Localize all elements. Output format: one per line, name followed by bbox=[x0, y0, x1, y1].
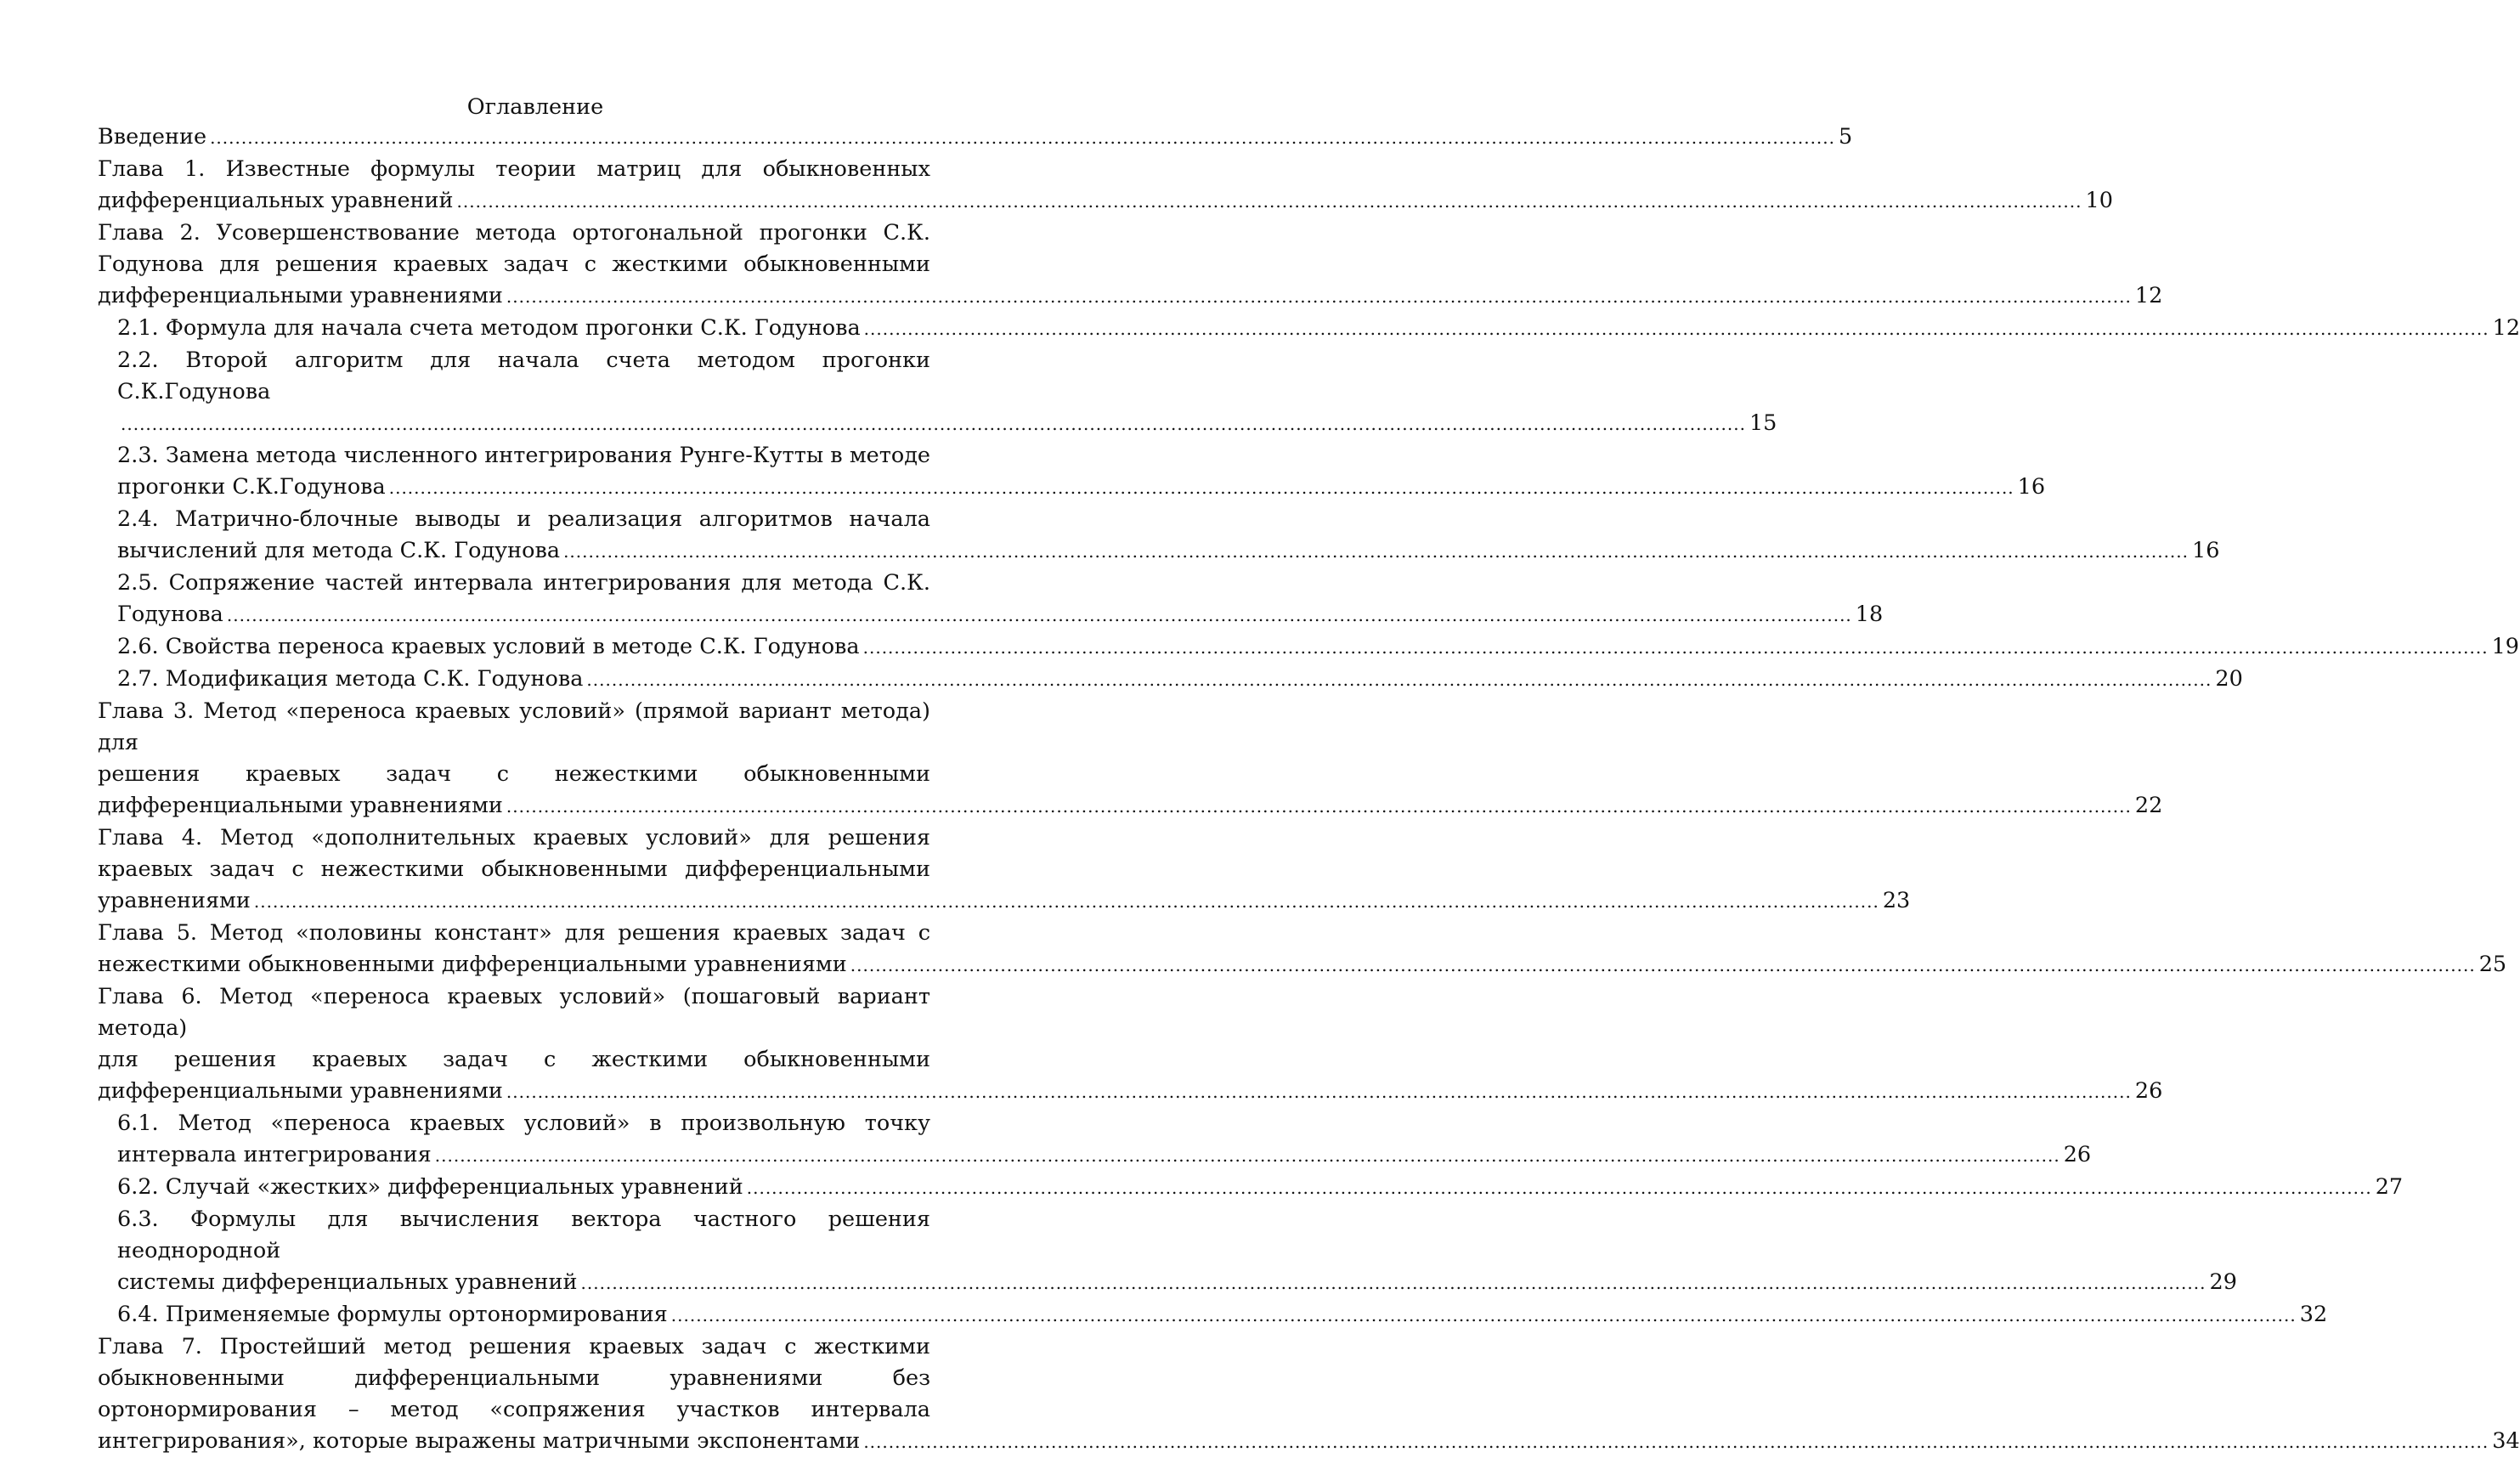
toc-entry-text bbox=[98, 218, 930, 280]
toc-entry-last-line bbox=[117, 535, 2220, 568]
toc-entry-line: обыкновенными дифференциальными уравнениями без bbox=[98, 1365, 930, 1391]
toc-page-number: 12 bbox=[2134, 283, 2163, 308]
toc-entry-text bbox=[117, 345, 930, 408]
toc-entry-line: Годунова для решения краевых задач с жесткими обыкновенными bbox=[98, 251, 930, 277]
toc-chapter-entry[interactable] bbox=[98, 218, 2163, 313]
toc-page-number: 22 bbox=[2134, 793, 2163, 818]
toc-leader-dots: .................................................................................................................................................................................................................................................................... bbox=[563, 541, 2189, 562]
toc-entry-text bbox=[117, 1108, 930, 1139]
toc-page-number: 27 bbox=[2375, 1174, 2404, 1200]
toc-entry-text bbox=[98, 154, 930, 185]
toc-entry-line: Глава 6. Метод «переноса краевых условий» (пошаговый вариант метода) bbox=[98, 984, 930, 1041]
toc-entry-title: 6.4. Применяемые формулы ортонормирования bbox=[117, 1302, 668, 1327]
toc-heading: Оглавление bbox=[466, 94, 604, 120]
toc-entry-last-line bbox=[117, 664, 2243, 696]
toc-entry-text bbox=[117, 1204, 930, 1267]
toc-subsection-entry[interactable] bbox=[98, 1172, 2404, 1204]
toc-page-number: 5 bbox=[1839, 124, 1853, 150]
toc-leader-dots: .................................................................................................................................................................................................................................................................... bbox=[210, 127, 1835, 148]
toc-entry-title: вычислений для метода С.К. Годунова bbox=[117, 538, 561, 563]
toc-leader-dots: .................................................................................................................................................................................................................................................................... bbox=[121, 414, 1746, 434]
toc-page-number: 26 bbox=[2063, 1142, 2092, 1167]
toc-entry-last-line bbox=[98, 949, 2507, 981]
toc-leader-dots: .................................................................................................................................................................................................................................................................... bbox=[456, 191, 2082, 212]
toc-page-number: 10 bbox=[2085, 188, 2113, 213]
toc-entry-last-line bbox=[117, 472, 2046, 504]
toc-subsection-entry[interactable] bbox=[98, 1204, 2237, 1299]
toc-leader-dots: .................................................................................................................................................................................................................................................................... bbox=[586, 670, 2212, 690]
toc-page-number: 23 bbox=[1882, 888, 1911, 913]
toc-chapter-entry[interactable] bbox=[98, 1331, 2520, 1458]
toc-subsection-entry[interactable] bbox=[98, 631, 2520, 664]
toc-entry-last-line bbox=[117, 599, 1884, 631]
toc-entry-last-line bbox=[117, 408, 1777, 440]
toc-entry-last-line bbox=[117, 631, 2520, 664]
toc-page-number: 20 bbox=[2215, 666, 2243, 692]
toc-subsection-entry[interactable] bbox=[98, 313, 2520, 345]
toc-entry-title: Введение bbox=[98, 124, 207, 150]
toc-entry-text bbox=[98, 918, 930, 949]
toc-entry-last-line bbox=[98, 1076, 2163, 1108]
toc-entry-last-line bbox=[117, 313, 2520, 345]
toc-chapter-entry[interactable] bbox=[98, 822, 1911, 918]
toc-entry-text bbox=[98, 822, 930, 885]
toc-entries bbox=[98, 122, 2520, 1458]
toc-entry-text bbox=[98, 696, 930, 790]
toc-leader-dots: .................................................................................................................................................................................................................................................................... bbox=[506, 796, 2132, 817]
toc-entry-last-line bbox=[98, 790, 2163, 822]
toc-entry-line: 2.2. Второй алгоритм для начала счета методом прогонки С.К.Годунова bbox=[117, 348, 930, 404]
toc-entry-title: 2.1. Формула для начала счета методом прогонки С.К. Годунова bbox=[117, 315, 861, 341]
toc-page-number: 26 bbox=[2134, 1078, 2163, 1104]
toc-entry-last-line bbox=[98, 185, 2113, 218]
toc-entry-text bbox=[117, 440, 930, 472]
toc-entry-text bbox=[117, 504, 930, 535]
toc-entry-text bbox=[98, 1331, 930, 1426]
toc-entry-title: нежесткими обыкновенными дифференциальными уравнениями bbox=[98, 952, 847, 977]
toc-entry-title: дифференциальными уравнениями bbox=[98, 793, 503, 818]
toc-leader-dots: .................................................................................................................................................................................................................................................................... bbox=[506, 1082, 2132, 1102]
toc-chapter-entry[interactable] bbox=[98, 918, 2507, 981]
toc-page-number: 19 bbox=[2491, 634, 2520, 659]
toc-entry-title: Годунова bbox=[117, 602, 223, 627]
toc-entry-line: 2.5. Сопряжение частей интервала интегрирования для метода С.К. bbox=[117, 570, 930, 596]
toc-entry-title: 6.2. Случай «жестких» дифференциальных уравнений bbox=[117, 1174, 743, 1200]
toc-page-number: 25 bbox=[2478, 952, 2507, 977]
toc-entry-title: уравнениями bbox=[98, 888, 251, 913]
toc-entry-line: Глава 5. Метод «половины констант» для решения краевых задач с bbox=[98, 920, 930, 946]
toc-entry-title: дифференциальными уравнениями bbox=[98, 1078, 503, 1104]
toc-entry-line: Глава 1. Известные формулы теории матриц для обыкновенных bbox=[98, 156, 930, 182]
toc-entry-line: для решения краевых задач с жесткими обыкновенными bbox=[98, 1047, 930, 1072]
toc-leader-dots: .................................................................................................................................................................................................................................................................... bbox=[863, 1432, 2489, 1452]
toc-page-number: 18 bbox=[1855, 602, 1884, 627]
toc-entry-line: 6.3. Формулы для вычисления вектора частного решения неоднородной bbox=[117, 1207, 930, 1263]
toc-entry-text bbox=[117, 568, 930, 599]
toc-entry-title: прогонки С.К.Годунова bbox=[117, 474, 386, 500]
toc-entry-line: 2.3. Замена метода численного интегрирования Рунге-Кутты в методе bbox=[117, 443, 930, 468]
toc-chapter-entry[interactable] bbox=[98, 154, 2113, 218]
toc-subsection-entry[interactable] bbox=[98, 440, 2046, 504]
toc-page-number: 32 bbox=[2299, 1302, 2328, 1327]
toc-page-number: 34 bbox=[2492, 1428, 2520, 1454]
table-of-contents bbox=[98, 92, 2520, 1458]
toc-entry-line: Глава 7. Простейший метод решения краевых задач с жесткими bbox=[98, 1334, 930, 1359]
toc-subsection-entry[interactable] bbox=[98, 1108, 2092, 1172]
toc-entry-line: Глава 4. Метод «дополнительных краевых условий» для решения bbox=[98, 825, 930, 850]
toc-subsection-entry[interactable] bbox=[98, 664, 2243, 696]
toc-entry-line: решения краевых задач с нежесткими обыкновенными bbox=[98, 761, 930, 787]
toc-entry-last-line bbox=[117, 1172, 2404, 1204]
toc-entry-line: Глава 2. Усовершенствование метода ортогональной прогонки С.К. bbox=[98, 220, 930, 246]
toc-entry-title: 2.7. Модификация метода С.К. Годунова bbox=[117, 666, 584, 692]
toc-entry-last-line bbox=[98, 122, 1853, 154]
toc-subsection-entry[interactable] bbox=[98, 345, 1777, 440]
toc-chapter-entry[interactable] bbox=[98, 981, 2163, 1108]
toc-entry-title: интервала интегрирования bbox=[117, 1142, 432, 1167]
toc-leader-dots: .................................................................................................................................................................................................................................................................... bbox=[746, 1178, 2372, 1198]
toc-entry-line: 2.4. Матрично-блочные выводы и реализация алгоритмов начала bbox=[117, 506, 930, 532]
toc-leader-dots: .................................................................................................................................................................................................................................................................... bbox=[506, 286, 2132, 307]
toc-leader-dots: .................................................................................................................................................................................................................................................................... bbox=[862, 637, 2489, 658]
toc-entry-title: системы дифференциальных уравнений bbox=[117, 1269, 578, 1295]
toc-entry-title: дифференциальными уравнениями bbox=[98, 283, 503, 308]
toc-chapter-entry[interactable] bbox=[98, 696, 2163, 822]
toc-subsection-entry[interactable] bbox=[98, 1299, 2328, 1331]
toc-leader-dots: .................................................................................................................................................................................................................................................................... bbox=[863, 319, 2489, 339]
toc-subsection-entry[interactable] bbox=[98, 568, 1884, 631]
toc-entry-line: краевых задач с нежесткими обыкновенными дифференциальными bbox=[98, 856, 930, 882]
toc-page-number: 15 bbox=[1749, 410, 1777, 436]
toc-page-number: 29 bbox=[2209, 1269, 2237, 1295]
toc-leader-dots: .................................................................................................................................................................................................................................................................... bbox=[670, 1305, 2297, 1325]
toc-leader-dots: .................................................................................................................................................................................................................................................................... bbox=[580, 1273, 2206, 1293]
toc-entry-title: 2.6. Свойства переноса краевых условий в методе С.К. Годунова bbox=[117, 634, 860, 659]
toc-leader-dots: .................................................................................................................................................................................................................................................................... bbox=[226, 605, 1852, 625]
toc-entry-line: ортонормирования – метод «сопряжения участков интервала bbox=[98, 1397, 930, 1422]
toc-entry-title: дифференциальных уравнений bbox=[98, 188, 454, 213]
toc-page-number: 16 bbox=[2192, 538, 2220, 563]
toc-leader-dots: .................................................................................................................................................................................................................................................................... bbox=[253, 891, 1879, 912]
toc-entry-line: Глава 3. Метод «переноса краевых условий» (прямой вариант метода) для bbox=[98, 698, 930, 755]
toc-entry-last-line bbox=[98, 885, 1911, 918]
toc-leader-dots: .................................................................................................................................................................................................................................................................... bbox=[434, 1145, 2060, 1166]
toc-entry-text bbox=[98, 981, 930, 1076]
toc-entry-last-line bbox=[98, 280, 2163, 313]
toc-page-number: 12 bbox=[2492, 315, 2520, 341]
toc-entry-last-line bbox=[117, 1139, 2092, 1172]
toc-entry-title: интегрирования», которые выражены матричными экспонентами bbox=[98, 1428, 861, 1454]
toc-leader-dots: .................................................................................................................................................................................................................................................................... bbox=[388, 478, 2014, 498]
toc-leader-dots: .................................................................................................................................................................................................................................................................... bbox=[850, 955, 2476, 975]
toc-chapter-entry[interactable] bbox=[98, 122, 1853, 154]
toc-subsection-entry[interactable] bbox=[98, 504, 2220, 568]
toc-entry-last-line bbox=[117, 1299, 2328, 1331]
toc-entry-last-line bbox=[117, 1267, 2237, 1299]
toc-entry-line: 6.1. Метод «переноса краевых условий» в произвольную точку bbox=[117, 1110, 930, 1136]
toc-entry-last-line bbox=[98, 1426, 2520, 1458]
toc-page-number: 16 bbox=[2017, 474, 2046, 500]
